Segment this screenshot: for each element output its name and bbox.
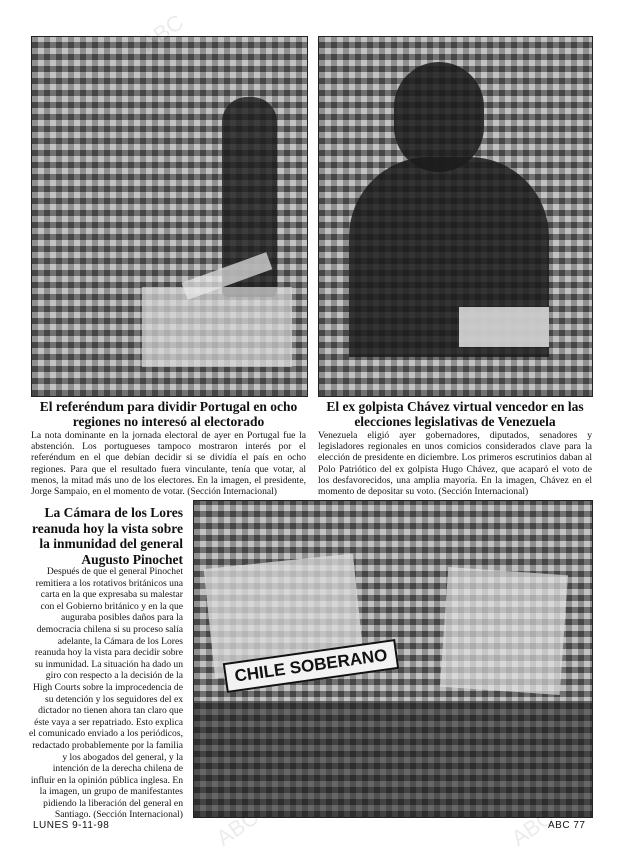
ballot-box [142, 287, 292, 367]
portugal-body: La nota dominante en la jornada electoral de ayer en Portugal fue la abstención. Los portugueses tampoco mostraron interés por el referéndum en el que debían decidir si se dividía el país en ocho regiones. Para que el resultado fuera vinculante, tenía que votar, al menos, la mitad más uno de los electores. En la imagen, el presidente, Jorge Sampaio, en el momento de votar. (Sección Internacional) [31, 430, 306, 498]
portugal-headline: El referéndum para dividir Portugal en ocho regiones no interesó al electorado [39, 399, 298, 429]
person-head [394, 62, 484, 172]
venezuela-headline: El ex golpista Chávez virtual vencedor en las elecciones legislativas de Venezuela [326, 399, 584, 429]
portugal-photo [31, 36, 308, 397]
placard-right [440, 567, 568, 695]
venezuela-body: Venezuela eligió ayer gobernadores, diputados, senadores y legisladores regionales en unos comicios considerados clave para la elección de presidente en diciembre. Los primeros escrutinios daban al Polo Patriótico del ex golpista Hugo Chávez, que acaparó el voto de los desfavorecidos, una amplia mayoría. En la imagen, Chávez en el momento de depositar su voto. (Sección Internacional) [318, 430, 592, 498]
watermark-bottom-right: ABC [506, 804, 559, 851]
pinochet-headline: La Cámara de los Lores reanuda hoy la vista sobre la inmunidad del general Augusto Pinochet [31, 505, 183, 567]
chavez-photo [318, 36, 593, 397]
pinochet-photo [193, 500, 593, 818]
crowd-shape [194, 701, 592, 817]
sign-text: CHILE SOBERANO [233, 645, 389, 686]
watermark-top: ABC [136, 9, 189, 56]
footer-date: LUNES 9-11-98 [33, 820, 110, 831]
pinochet-body: Después de que el general Pinochet remitiera a los rotativos británicos una carta en la que expresaba su malestar con el Gobierno británico y en la que auguraba posibles daños para la democracia chilena si su proceso salía adelante, la Cámara de los Lores reanuda hoy la vista para decidir sobre su inmunidad. La situación ha dado un giro con respecto a la decisión de la High Courts sobre la improcedencia de su detención y los seguidores del ex dictador no tienen ahora tan claro que éste vaya a ser repatriado. Esto explica el comunicado enviado a los periódicos, redactado probablemente por la familia y los abogados del general, y la intención de la derecha chilena de influir en la opinión pública inglesa. En la imagen, un grupo de manifestantes pidiendo la liberación del general en Santiago. (Sección Internacional) [29, 566, 183, 821]
footer-page: ABC 77 [548, 820, 586, 831]
ballot-paper [459, 307, 549, 347]
watermark-bottom-left: ABC [211, 804, 264, 851]
